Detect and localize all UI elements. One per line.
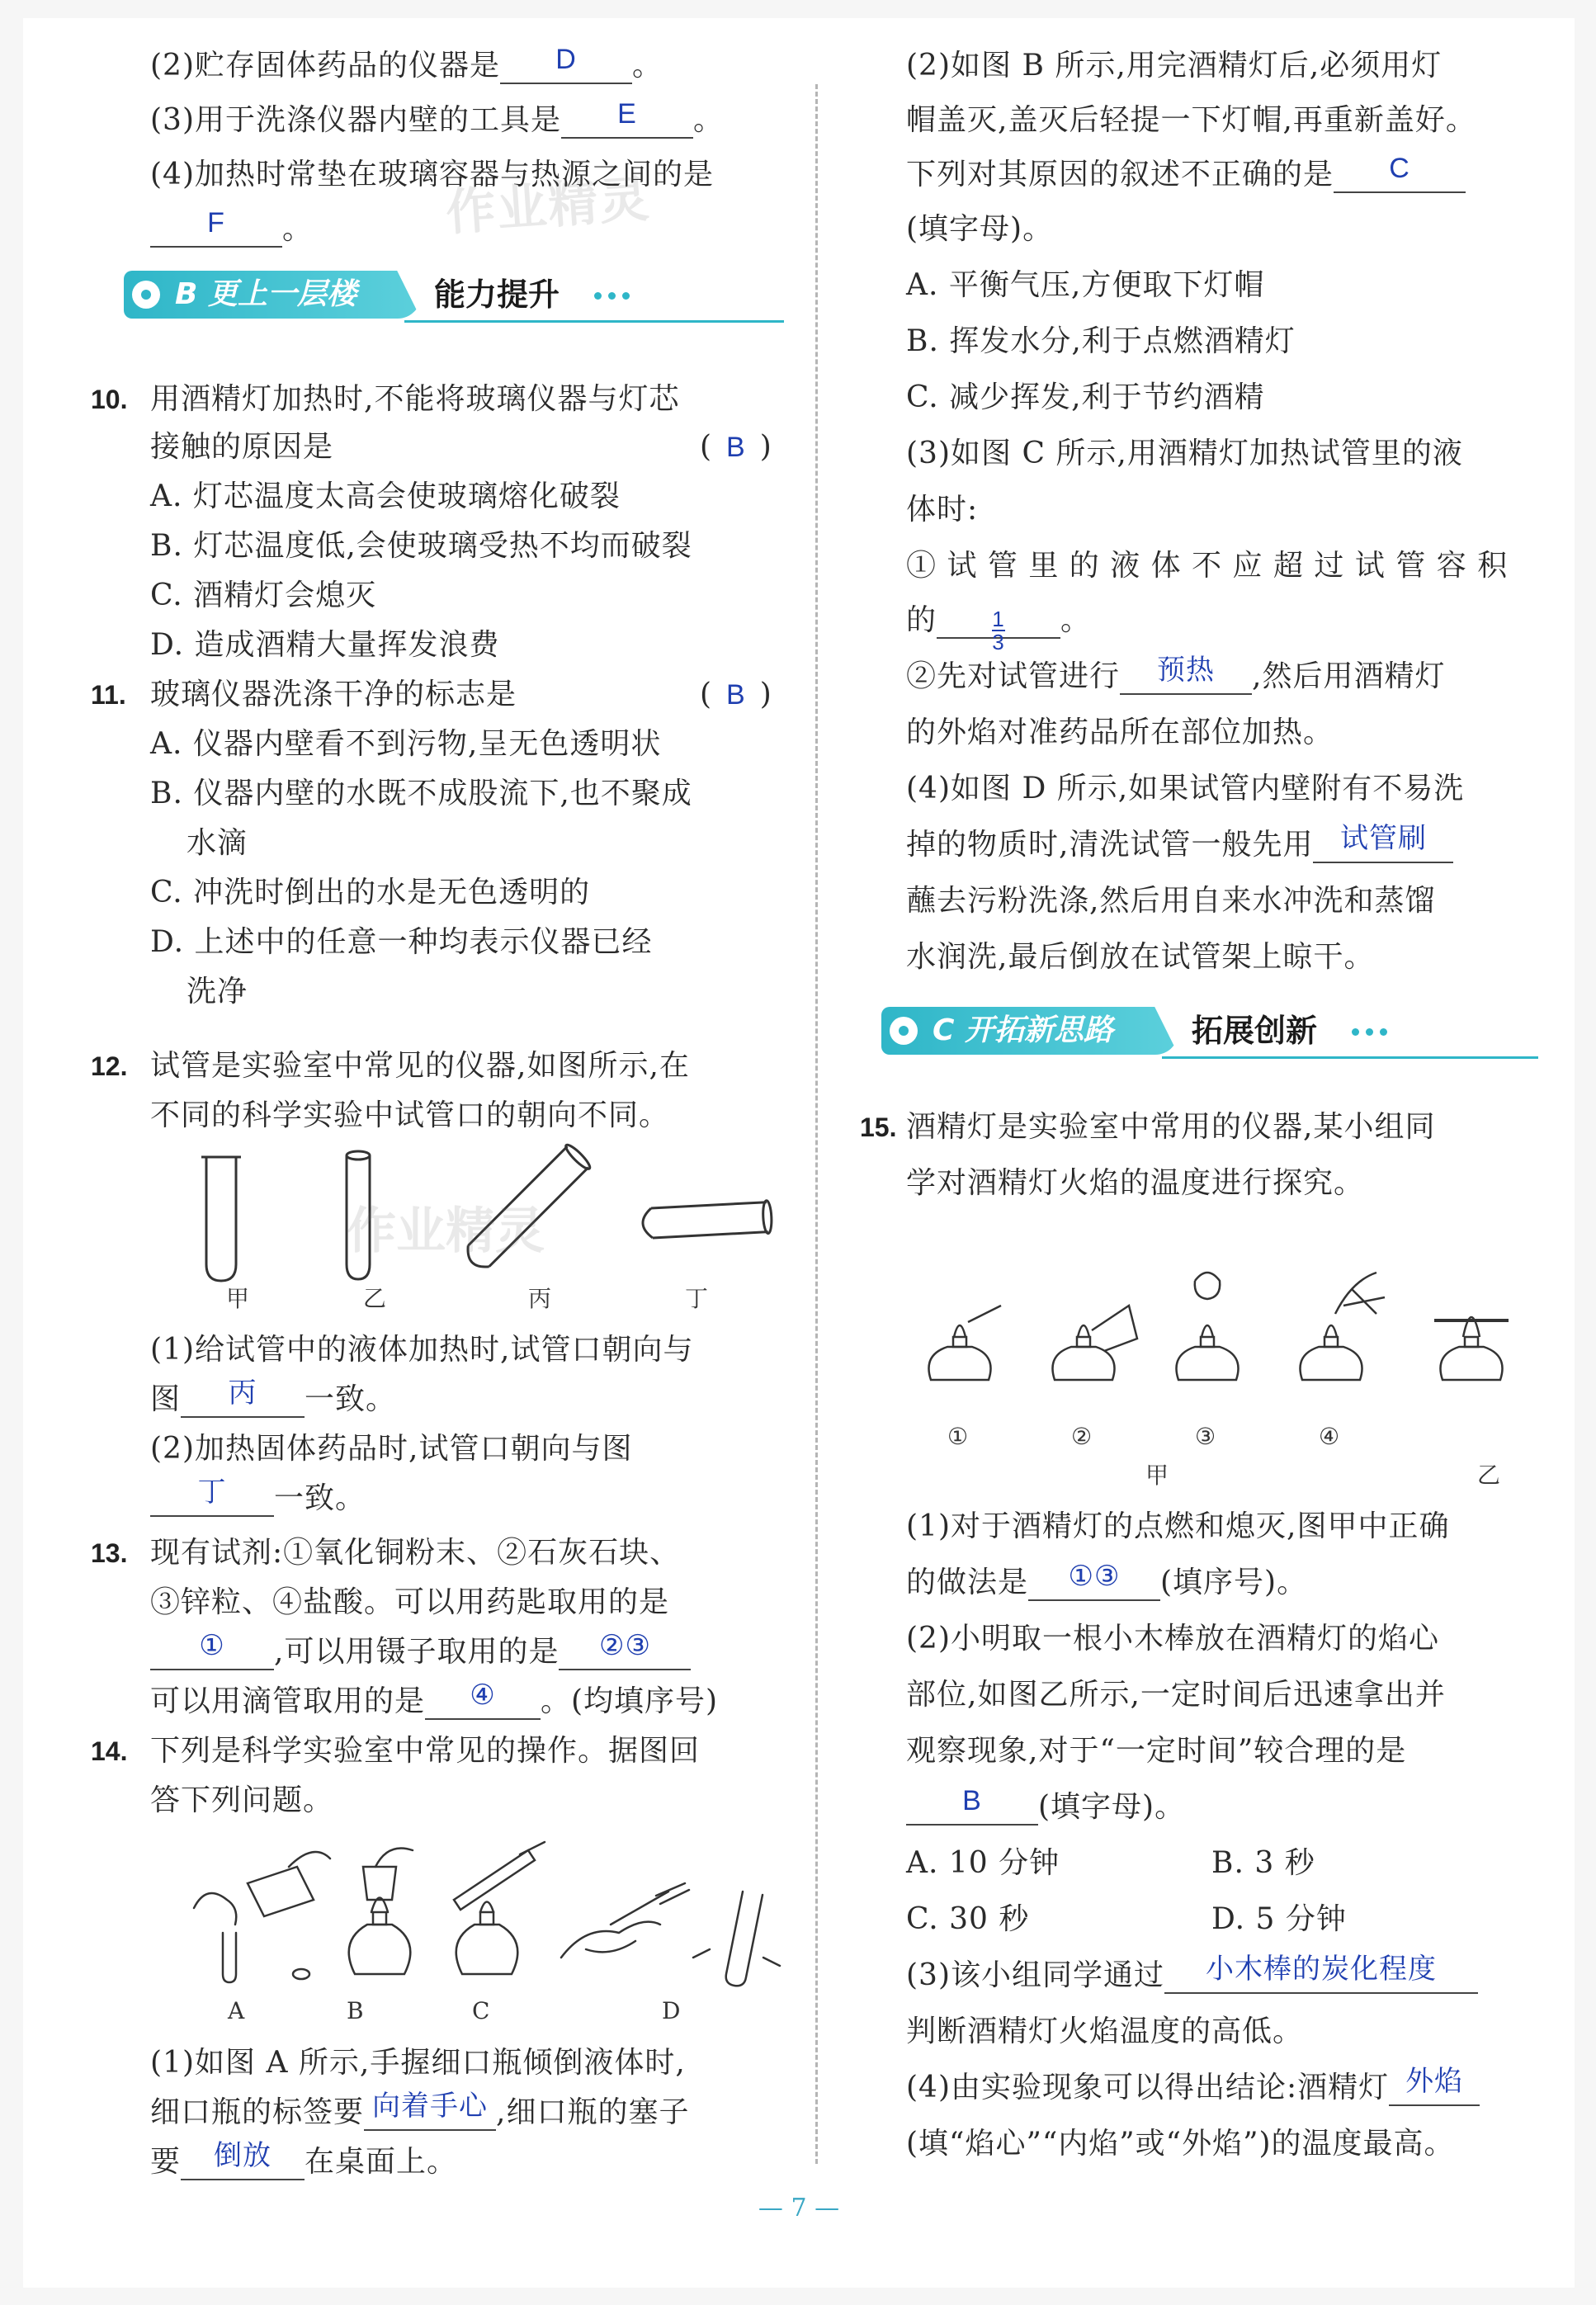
answer-blank[interactable]: D xyxy=(500,50,632,84)
q10-option-d: D. 造成酒精大量挥发浪费 xyxy=(150,628,500,662)
answer-blank[interactable]: ④ xyxy=(425,1685,541,1720)
choice-answer-box[interactable]: ( B ) xyxy=(700,430,772,464)
q15-stem-1: 酒精灯是实验室中常用的仪器,某小组同 xyxy=(906,1110,1436,1144)
lamp-number: ④ xyxy=(1319,1423,1340,1450)
q15-option-d: D. 5 分钟 xyxy=(1211,1902,1347,1936)
q14-part2-option-a: A. 平衡气压,方便取下灯帽 xyxy=(906,268,1265,302)
section-rule xyxy=(404,320,784,323)
q14-part2-option-c: C. 减少挥发,利于节约酒精 xyxy=(906,380,1265,414)
figure-watermark: 作业精灵 xyxy=(347,1202,545,1260)
lamp-4 xyxy=(1301,1273,1386,1380)
answer-blank[interactable]: 倒放 xyxy=(181,2146,305,2180)
q10-stem-2: 接触的原因是 xyxy=(150,430,334,464)
q14-part4-a: (4)如图 D 所示,如果试管内壁附有不易洗 xyxy=(906,772,1465,805)
section-rule xyxy=(1162,1056,1538,1059)
q15-part2-d: B (填字母)。 xyxy=(906,1789,1185,1826)
question-number: 12. xyxy=(91,1051,128,1081)
q15-part2-c: 观察现象,对于“一定时间”较合理的是 xyxy=(906,1734,1407,1768)
section-dot-icon xyxy=(132,281,160,309)
figure-caption-jia: 甲 xyxy=(1145,1462,1169,1489)
q14-stem-1: 下列是科学实验室中常见的操作。据图回 xyxy=(150,1734,701,1768)
section-tag-label: C 开拓新思路 xyxy=(933,1013,1113,1047)
q14-part3-a: (3)如图 C 所示,用酒精灯加热试管里的液 xyxy=(906,437,1463,470)
q15-part4-a: (4)由实验现象可以得出结论:酒精灯 外焰 xyxy=(906,2070,1480,2106)
q15-part4-b: (填“焰心”“内焰”或“外焰”)的温度最高。 xyxy=(906,2127,1455,2161)
q10-option-b: B. 灯芯温度低,会使玻璃受热不均而破裂 xyxy=(150,529,692,563)
answer-blank[interactable]: B xyxy=(906,1791,1038,1826)
q14-part2-b: 帽盖灭,盖灭后轻提一下灯帽,再重新盖好。 xyxy=(906,103,1476,137)
test-tube-jia xyxy=(206,1157,236,1281)
lab-operations-figure xyxy=(190,1834,800,1999)
q15-part3-a: (3)该小组同学通过 小木棒的炭化程度 xyxy=(906,1958,1478,1994)
q10-stem-1: 用酒精灯加热时,不能将玻璃仪器与灯芯 xyxy=(150,382,680,416)
q15-part1-a: (1)对于酒精灯的点燃和熄灭,图甲中正确 xyxy=(906,1509,1450,1543)
section-c-header xyxy=(881,1007,1542,1058)
q15-option-a: A. 10 分钟 xyxy=(906,1846,1060,1880)
q14-part2-a: (2)如图 B 所示,用完酒精灯后,必须用灯 xyxy=(906,49,1443,83)
q12-part2-b: 丁 一致。 xyxy=(150,1481,366,1517)
answer-blank[interactable]: 试管刷 xyxy=(1313,829,1453,863)
q15-stem-2: 学对酒精灯火焰的温度进行探究。 xyxy=(906,1166,1365,1200)
q15-part2-a: (2)小明取一根小木棒放在酒精灯的焰心 xyxy=(906,1622,1439,1656)
ellipsis-dots-icon xyxy=(1352,1028,1387,1036)
q12-part2-a: (2)加热固体药品时,试管口朝向与图 xyxy=(150,1432,633,1466)
lamp-number: ① xyxy=(947,1423,969,1450)
question-number: 10. xyxy=(91,385,128,414)
lamp-number: ③ xyxy=(1195,1423,1216,1450)
tube-label: 丁 xyxy=(685,1285,709,1312)
q14-part1-c: 要 倒放 在桌面上。 xyxy=(150,2140,458,2179)
question-number: 15. xyxy=(860,1112,897,1142)
section-title: 能力提升 xyxy=(434,276,560,313)
answer-blank[interactable]: C xyxy=(1334,158,1466,193)
lamp-3 xyxy=(1177,1273,1239,1380)
q12-part1-b: 图 丙 一致。 xyxy=(150,1377,397,1416)
answer-blank[interactable]: E xyxy=(561,104,693,139)
q13-line-4: 可以用滴管取用的是 ④ 。(均填序号) xyxy=(150,1679,719,1718)
q11-option-d-cont: 洗净 xyxy=(187,975,248,1008)
q9-line-2: (2)贮存固体药品的仪器是 D 。 xyxy=(150,44,663,83)
q13-line-3: ① ,可以用镊子取用的是 ②③ xyxy=(150,1634,691,1670)
q14-part1-b: 细口瓶的标签要 向着手心 ,细口瓶的塞子 xyxy=(150,2090,690,2129)
answer-blank[interactable]: 预热 xyxy=(1120,660,1252,695)
q15-option-b: B. 3 秒 xyxy=(1211,1846,1315,1880)
answer-blank[interactable]: 向着手心 xyxy=(364,2096,496,2131)
alcohol-lamp-figure xyxy=(906,1256,1540,1421)
choice-answer-box[interactable]: ( B ) xyxy=(700,678,772,711)
section-title: 拓展创新 xyxy=(1192,1013,1318,1049)
column-divider xyxy=(815,84,818,2164)
question-number: 13. xyxy=(91,1538,128,1568)
test-tube-ding xyxy=(642,1200,772,1240)
q13-stem-1: 现有试剂:①氧化铜粉末、②石灰石块、 xyxy=(150,1536,681,1570)
q14-part3-d: 的 $\frac{1}{3}$ 。 xyxy=(906,603,1092,654)
q14-part2-option-b: B. 挥发水分,利于点燃酒精灯 xyxy=(906,324,1296,358)
q14-part3-e: ②先对试管进行 预热 ,然后用酒精灯 xyxy=(906,654,1446,693)
q15-option-c: C. 30 秒 xyxy=(906,1902,1030,1936)
lamp-with-stick xyxy=(1434,1317,1509,1380)
question-number: 11. xyxy=(91,680,126,710)
answer-blank[interactable]: 丙 xyxy=(181,1383,305,1418)
answer-blank[interactable]: F xyxy=(150,213,282,248)
q11-option-b-cont: 水滴 xyxy=(187,826,248,860)
q11-option-c: C. 冲洗时倒出的水是无色透明的 xyxy=(150,876,591,909)
operation-b-lamp-cap xyxy=(349,1849,413,1975)
q15-part1-b: 的做法是 ①③ (填序号)。 xyxy=(906,1561,1308,1599)
q15-part3-b: 判断酒精灯火焰温度的高低。 xyxy=(906,2015,1304,2048)
q11-option-a: A. 仪器内壁看不到污物,呈无色透明状 xyxy=(150,727,662,761)
q13-stem-2: ③锌粒、④盐酸。可以用药匙取用的是 xyxy=(150,1585,670,1619)
q10-option-a: A. 灯芯温度太高会使玻璃熔化破裂 xyxy=(150,479,621,513)
section-dot-icon xyxy=(890,1017,918,1045)
figure-caption-yi: 乙 xyxy=(1477,1462,1501,1489)
q14-part4-d: 水润洗,最后倒放在试管架上晾干。 xyxy=(906,940,1375,974)
watermark: 作业精灵 xyxy=(444,170,653,243)
q14-part3-b: 体时: xyxy=(906,493,979,527)
figure-label: B xyxy=(347,1997,364,2024)
figure-label: C xyxy=(472,1997,490,2024)
answer-blank[interactable]: 小木棒的炭化程度 xyxy=(1164,1959,1478,1994)
tube-label: 丙 xyxy=(528,1285,552,1312)
answer-blank[interactable]: 丁 xyxy=(150,1482,274,1517)
answer-blank[interactable]: ①③ xyxy=(1028,1566,1160,1601)
lamp-number: ② xyxy=(1071,1423,1093,1450)
operation-a-pouring xyxy=(194,1852,330,1982)
figure-label: D xyxy=(662,1997,681,2024)
q14-part4-b: 掉的物质时,清洗试管一般先用 试管刷 xyxy=(906,827,1453,863)
section-b-header xyxy=(124,271,784,322)
q10-option-c: C. 酒精灯会熄灭 xyxy=(150,579,377,612)
q9-line-4b: F 。 xyxy=(150,211,313,248)
q14-part3-c: ① 试 管 里 的 液 体 不 应 超 过 试 管 容 积 xyxy=(906,549,1509,583)
q14-part3-f: 的外焰对准药品所在部位加热。 xyxy=(906,716,1334,749)
q9-line-4: (4)加热时常垫在玻璃容器与热源之间的是 xyxy=(150,158,714,191)
q15-part2-b: 部位,如图乙所示,一定时间后迅速拿出并 xyxy=(906,1678,1446,1712)
q12-stem-1: 试管是实验室中常见的仪器,如图所示,在 xyxy=(150,1049,690,1083)
figure-label: A xyxy=(228,1997,245,2024)
ellipsis-dots-icon xyxy=(594,292,630,300)
q14-part2-d: (填字母)。 xyxy=(906,212,1054,246)
fraction-answer: $\frac{1}{3}$ xyxy=(992,607,1005,654)
q11-option-d: D. 上述中的任意一种均表示仪器已经 xyxy=(150,925,653,959)
section-tag-label: B 更上一层楼 xyxy=(175,277,357,311)
answer-blank[interactable]: ① xyxy=(150,1636,274,1670)
q14-part2-c: 下列对其原因的叙述不正确的是 C xyxy=(906,157,1466,193)
q14-part1-a: (1)如图 A 所示,手握细口瓶倾倒液体时, xyxy=(150,2046,686,2080)
operation-d-brushing xyxy=(561,1883,780,1986)
q11-option-b: B. 仪器内壁的水既不成股流下,也不聚成 xyxy=(150,777,692,810)
question-number: 14. xyxy=(91,1736,128,1766)
q14-part4-c: 蘸去污粉洗涤,然后用自来水冲洗和蒸馏 xyxy=(906,884,1436,918)
answer-blank[interactable]: 外焰 xyxy=(1389,2071,1480,2106)
tube-label: 甲 xyxy=(226,1285,250,1312)
worksheet-page xyxy=(23,18,1575,2288)
lamp-2 xyxy=(1053,1306,1138,1380)
q9-line-3: (3)用于洗涤仪器内壁的工具是 E 。 xyxy=(150,98,725,137)
operation-c-heating xyxy=(454,1842,545,1974)
q11-stem: 玻璃仪器洗涤干净的标志是 xyxy=(150,678,517,711)
answer-blank[interactable]: ②③ xyxy=(559,1636,691,1670)
q12-stem-2: 不同的科学实验中试管口的朝向不同。 xyxy=(150,1098,670,1132)
q12-part1-a: (1)给试管中的液体加热时,试管口朝向与 xyxy=(150,1333,694,1367)
tube-label: 乙 xyxy=(363,1285,387,1312)
q14-stem-2: 答下列问题。 xyxy=(150,1783,334,1817)
lamp-1 xyxy=(929,1306,1002,1380)
page-number: — 7 — xyxy=(758,2194,840,2222)
